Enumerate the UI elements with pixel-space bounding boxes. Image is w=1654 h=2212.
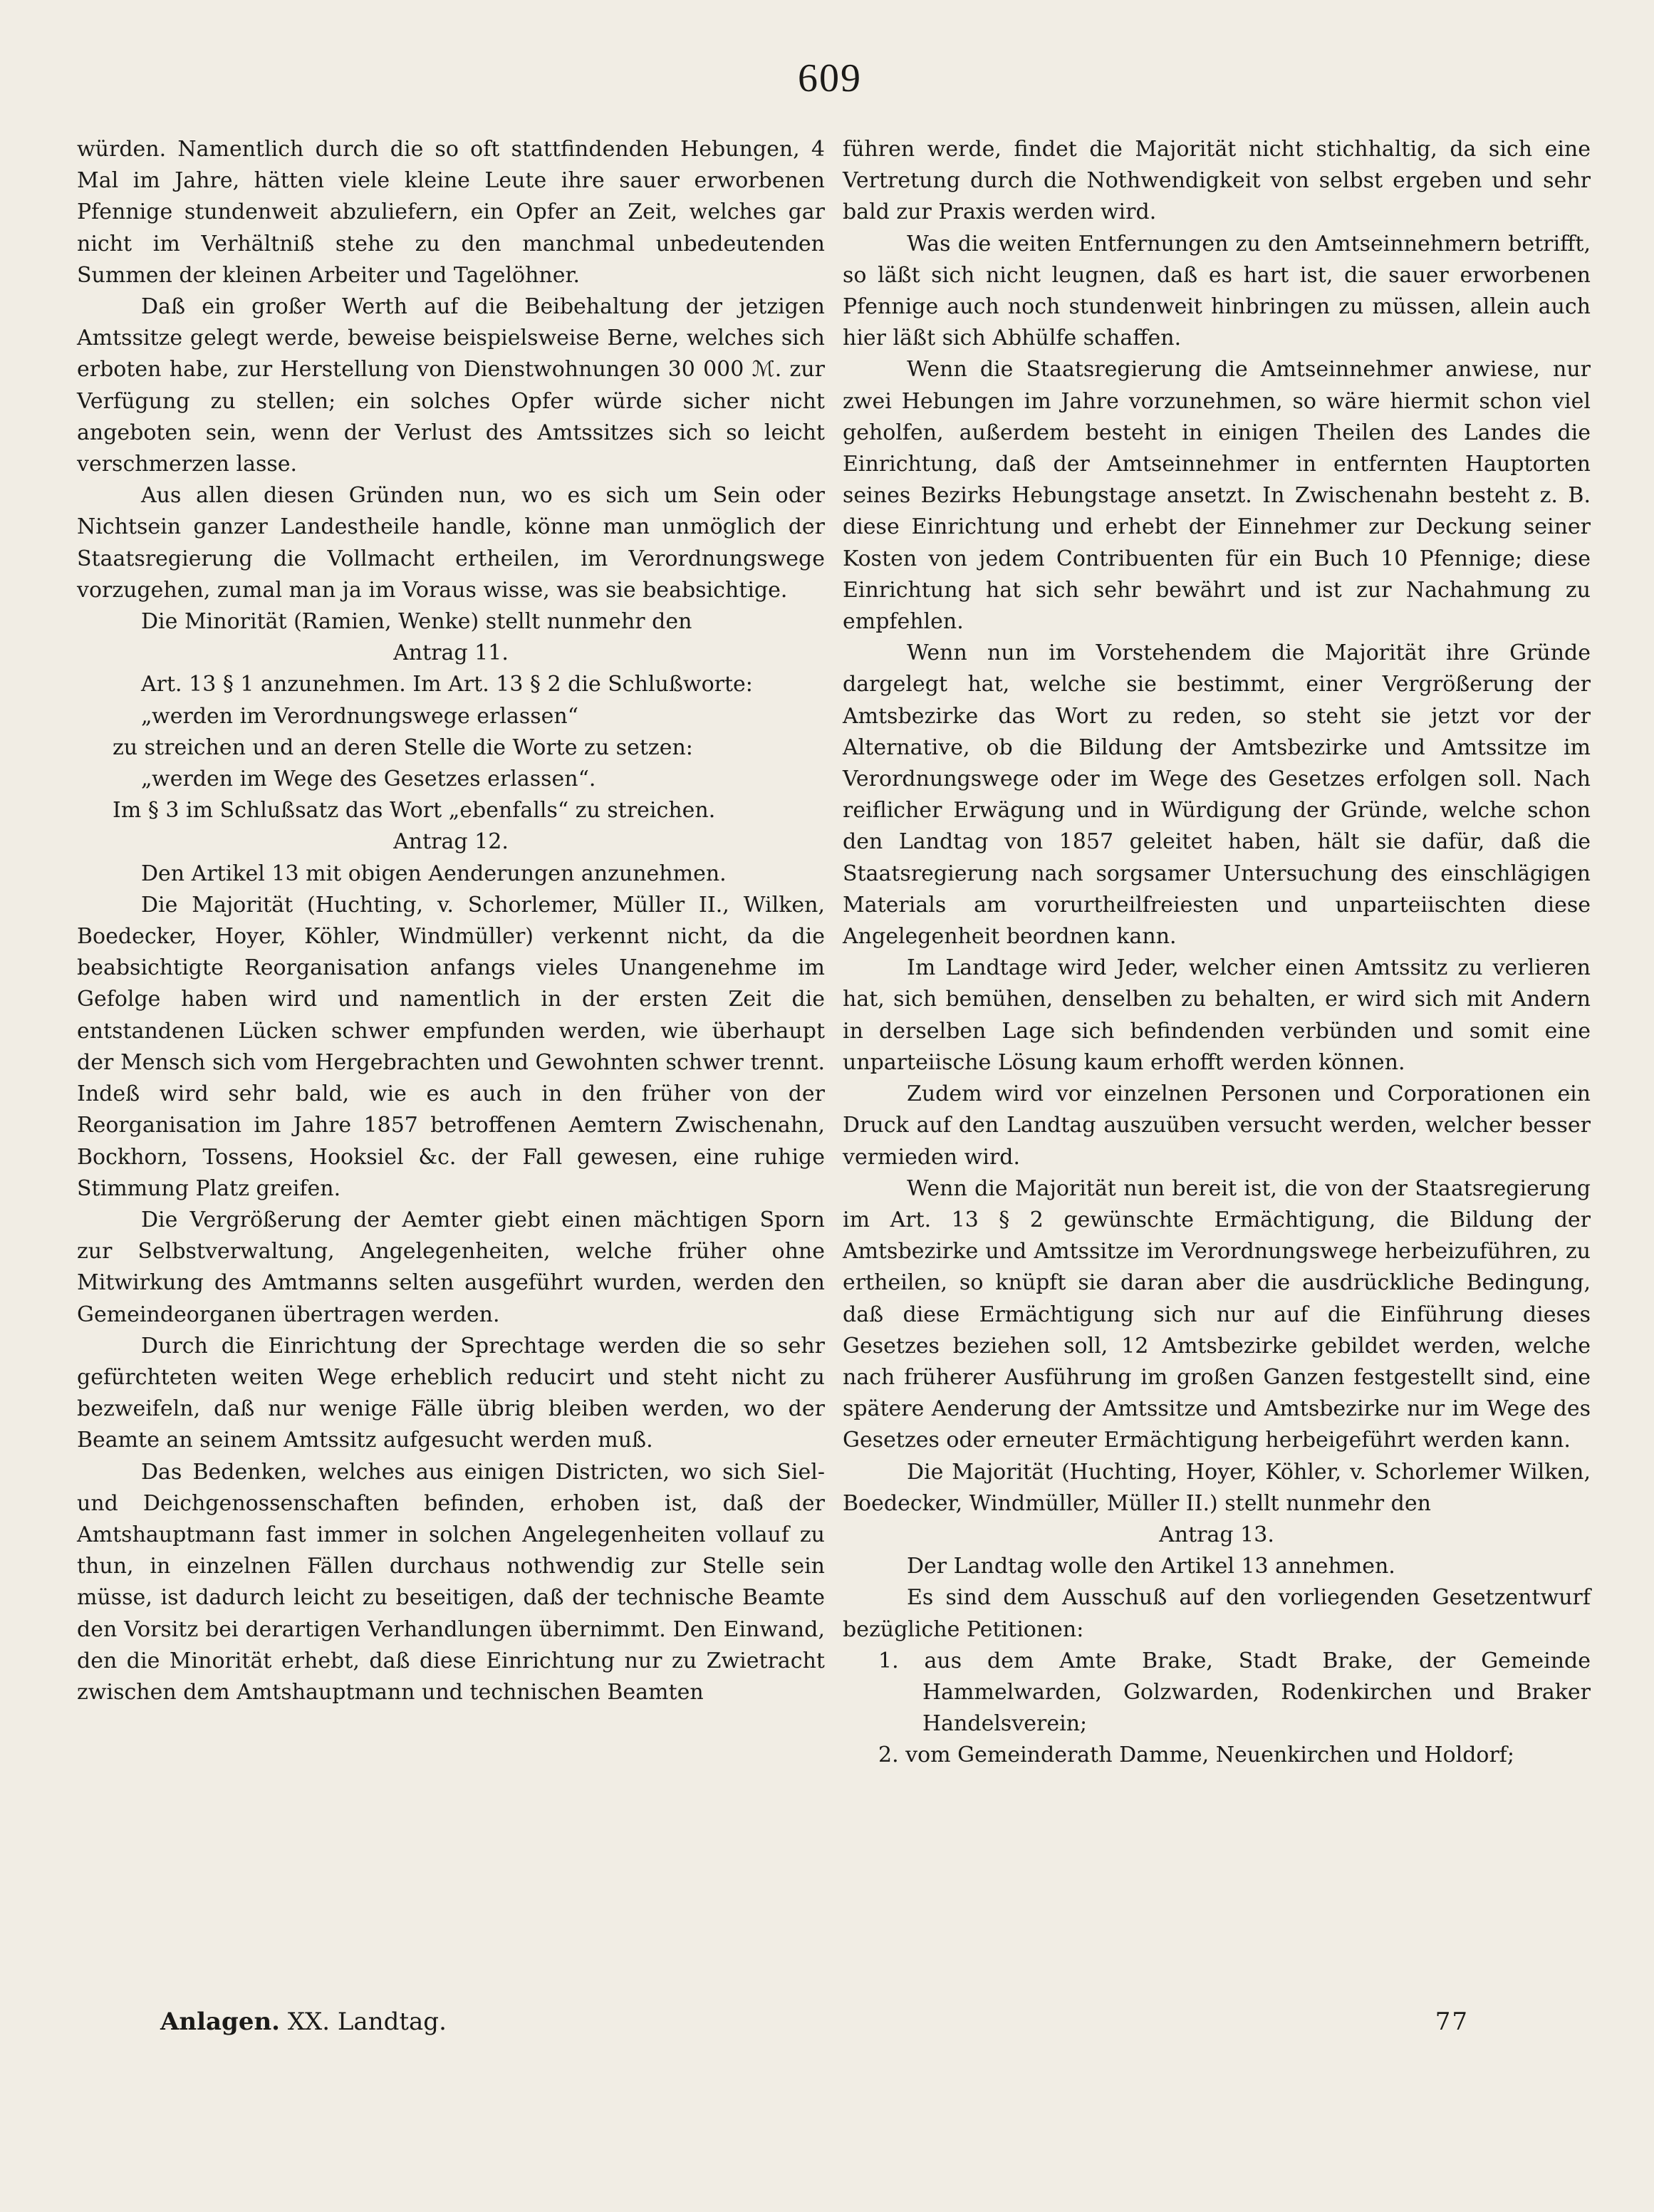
paragraph: Im § 3 im Schlußsatz das Wort „ebenfalls“ zu streichen. xyxy=(113,798,716,824)
paragraph: Art. 13 § 1 anzunehmen. Im Art. 13 § 2 die Schlußworte: xyxy=(141,672,753,697)
paragraph: würden. Namentlich durch die so oft stattfindenden Hebungen, 4 Mal im Jahre, hätten viele kleine Leute ihre sauer erworbenen Pfennige stundenweit abzuliefern, ein Opfer an Zeit, welches gar nicht im Verhältniß stehe zu den manchmal unbedeutenden Summen der kleinen Arbeiter und Tagelöhner. xyxy=(77,137,825,288)
right-column xyxy=(843,134,1591,1772)
paragraph: Daß ein großer Werth auf die Beibehaltung der jetzigen Amtssitze gelegt werde, beweise beispielsweise Berne, welches sich erboten habe, zur Herstellung von Dienstwohnungen 30 000 ℳ. zur Verfügung zu stellen; ein solches Opfer würde sicher nicht angeboten sein, wenn der Verlust des Amtssitzes sich so leicht verschmerzen lasse. xyxy=(77,294,825,477)
paragraph: Im Landtage wird Jeder, welcher einen Amtssitz zu verlieren hat, sich bemühen, denselben zu behalten, er wird sich mit Andern in derselben Lage sich befindenden verbünden und somit eine unparteiische Lösung kaum erhofft werden können. xyxy=(843,955,1591,1075)
paragraph: Die Vergrößerung der Aemter giebt einen mächtigen Sporn zur Selbstverwaltung, Angelegenheiten, welche früher ohne Mitwirkung des Amtmanns selten ausgeführt wurden, werden den Gemeindeorganen übertragen werden. xyxy=(77,1207,825,1327)
motion-heading: Antrag 12. xyxy=(393,829,509,855)
paragraph: Was die weiten Entfernungen zu den Amtseinnehmern betrifft, so läßt sich nicht leugnen, daß es hart ist, die sauer erworbenen Pfennige auch noch stundenweit hinbringen zu müssen, allein auch hier läßt sich Abhülfe schaffen. xyxy=(843,231,1591,351)
paragraph: führen werde, findet die Majorität nicht stichhaltig, da sich eine Vertretung durch die Nothwendigkeit von selbst ergeben und sehr bald zur Praxis werden wird. xyxy=(843,137,1591,225)
paragraph: zu streichen und an deren Stelle die Worte zu setzen: xyxy=(113,734,693,760)
paragraph: Die Majorität (Huchting, Hoyer, Köhler, v. Schorlemer Wilken, Boedecker, Windmüller, Müller II.) stellt nunmehr den xyxy=(843,1459,1591,1516)
footer-label xyxy=(160,2008,447,2036)
paragraph: Der Landtag wolle den Artikel 13 annehmen. xyxy=(907,1554,1395,1579)
quote: „werden im Verordnungswege erlassen“ xyxy=(141,703,579,729)
footer-title: Anlagen. xyxy=(160,2008,281,2036)
motion-heading: Antrag 11. xyxy=(393,640,509,666)
sheet-number: 77 xyxy=(1435,2008,1469,2036)
paragraph: Die Majorität (Huchting, v. Schorlemer, Müller II., Wilken, Boedecker, Hoyer, Köhler, Windmüller) verkennt nicht, da die beabsichtigte Reorganisation anfangs vieles Unangenehme im Gefolge haben wird und namentlich in der ersten Zeit die entstandenen Lücken schwer empfunden werden, wie überhaupt der Mensch sich vom Hergebrachten und Gewohnten schwer trennt. Indeß wird sehr bald, wie es auch in den früher von der Reorganisation im Jahre 1857 betroffenen Aemtern Zwischenahn, Bockhorn, Tossens, Hooksiel &c. der Fall gewesen, eine ruhige Stimmung Platz greifen. xyxy=(77,892,825,1201)
list-item: 1. aus dem Amte Brake, Stadt Brake, der Gemeinde Hammelwarden, Golzwarden, Rodenkirchen und Braker Handelsverein; xyxy=(878,1648,1591,1737)
motion-heading: Antrag 13. xyxy=(1159,1522,1274,1547)
quote: „werden im Wege des Gesetzes erlassen“. xyxy=(141,767,596,792)
list-item: 2. vom Gemeinderath Damme, Neuenkirchen und Holdorf; xyxy=(878,1743,1515,1768)
page-footer xyxy=(160,2008,1469,2036)
footer-session: XX. Landtag. xyxy=(287,2008,447,2036)
page-number: 609 xyxy=(798,56,862,100)
paragraph: Durch die Einrichtung der Sprechtage werden die so sehr gefürchteten weiten Wege erheblich reducirt und steht nicht zu bezweifeln, daß nur wenige Fälle übrig bleiben werden, wo der Beamte an seinem Amtssitz aufgesucht werden muß. xyxy=(77,1333,825,1453)
paragraph: Das Bedenken, welches aus einigen Districten, wo sich Siel- und Deichgenossenschaften befinden, erhoben ist, daß der Amtshauptmann fast immer in solchen Angelegenheiten vollauf zu thun, in einzelnen Fällen durchaus nothwendig zur Stelle sein müsse, ist dadurch leicht zu beseitigen, daß der technische Beamte den Vorsitz bei derartigen Verhandlungen übernimmt. Den Einwand, den die Minorität erhebt, daß diese Einrichtung nur zu Zwietracht zwischen dem Amtshauptmann und technischen Beamten xyxy=(77,1459,825,1705)
paragraph: Aus allen diesen Gründen nun, wo es sich um Sein oder Nichtsein ganzer Landestheile handle, könne man unmöglich der Staatsregierung die Vollmacht ertheilen, im Verordnungswege vorzugehen, zumal man ja im Voraus wisse, was sie beabsichtige. xyxy=(77,483,825,603)
paragraph: Den Artikel 13 mit obigen Aenderungen anzunehmen. xyxy=(141,861,727,886)
left-column xyxy=(77,134,825,1708)
paragraph: Es sind dem Ausschuß auf den vorliegenden Gesetzentwurf bezügliche Petitionen: xyxy=(843,1585,1591,1642)
paragraph: Zudem wird vor einzelnen Personen und Corporationen ein Druck auf den Landtag auszuüben versucht werden, welcher besser vermieden wird. xyxy=(843,1081,1591,1170)
paragraph: Die Minorität (Ramien, Wenke) stellt nunmehr den xyxy=(141,609,692,635)
paragraph: Wenn nun im Vorstehendem die Majorität ihre Gründe dargelegt hat, welche sie bestimmt, einer Vergrößerung der Amtsbezirke das Wort zu reden, so steht sie jetzt vor der Alternative, ob die Bildung der Amtsbezirke und Amtssitze im Verordnungswege oder im Wege des Gesetzes erfolgen soll. Nach reiflicher Erwägung und in Würdigung der Gründe, welche schon den Landtag von 1857 geleitet haben, hält sie dafür, daß die Staatsregierung nach sorgsamer Untersuchung des einschlägigen Materials am vorurtheilfreiesten und unparteiischten diese Angelegenheit beordnen kann. xyxy=(843,640,1591,950)
paragraph: Wenn die Staatsregierung die Amtseinnehmer anwiese, nur zwei Hebungen im Jahre vorzunehmen, so wäre hiermit schon viel geholfen, außerdem besteht in einigen Theilen des Landes die Einrichtung, daß der Amtseinnehmer in entfernten Hauptorten seines Bezirks Hebungstage ansetzt. In Zwischenahn besteht z. B. diese Einrichtung und erhebt der Einnehmer zur Deckung seiner Kosten von jedem Contribuenten für ein Buch 10 Pfennige; diese Einrichtung hat sich sehr bewährt und ist zur Nachahmung zu empfehlen. xyxy=(843,357,1591,635)
paragraph: Wenn die Majorität nun bereit ist, die von der Staatsregierung im Art. 13 § 2 gewünschte Ermächtigung, die Bildung der Amtsbezirke und Amtssitze im Verordnungswege herbeizuführen, zu ertheilen, so knüpft sie daran aber die ausdrückliche Bedingung, daß diese Ermächtigung sich nur auf die Einführung dieses Gesetzes beziehen soll, 12 Amtsbezirke gebildet werden, welche nach früherer Ausführung im großen Ganzen festgestellt sind, eine spätere Aenderung der Amtssitze und Amtsbezirke nur im Wege des Gesetzes oder erneuter Ermächtigung herbeigeführt werden kann. xyxy=(843,1175,1591,1453)
